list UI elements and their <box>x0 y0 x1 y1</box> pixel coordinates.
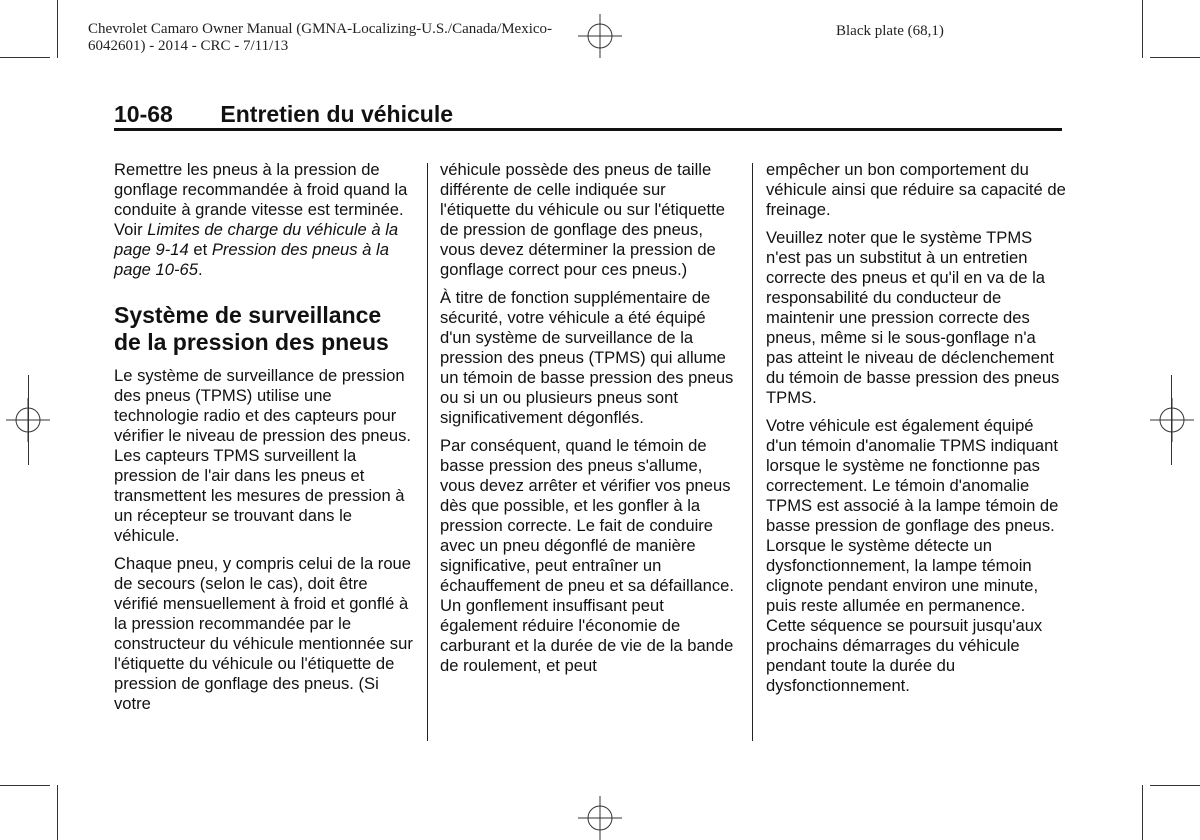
crop-mark <box>28 375 29 465</box>
paragraph-braking: empêcher un bon comportement du véhicule ainsi que réduire sa capacité de freinage. <box>766 160 1066 219</box>
column-3 <box>766 160 1066 704</box>
section-heading: Système de surveillance de la pression des pneus <box>114 302 389 355</box>
crop-mark <box>1150 57 1200 58</box>
print-meta-line1: Chevrolet Camaro Owner Manual (GMNA-Localizing-U.S./Canada/Mexico- <box>88 21 553 37</box>
column-1 <box>114 160 414 722</box>
registration-mark-icon <box>578 14 622 58</box>
link-tire-pressure[interactable]: Pression des pneus à la page 10-65 <box>114 240 389 279</box>
paragraph-text: Remettre les pneus à la pression de gonflage recommandée à froid quand la conduite à grande vitesse est terminée. Voir <box>114 160 408 239</box>
page-heading <box>114 100 1062 128</box>
registration-mark-icon <box>1150 398 1194 442</box>
crop-mark <box>1142 785 1143 840</box>
link-load-limits[interactable]: Limites de charge du véhicule à la page 9-14 <box>114 220 399 259</box>
crop-mark <box>0 785 50 786</box>
paragraph-text: et <box>188 240 212 259</box>
column-divider <box>752 163 753 741</box>
paragraph-monthly-check: Chaque pneu, y compris celui de la roue de secours (selon le cas), doit être vérifié mensuellement à froid et gonflé à la pression recommandée par le constructeur du véhicule mentionnée sur l'étiquette du véhicule ou l'étiquette de pression de gonflage des pneus. (Si votre <box>114 554 413 713</box>
column-2 <box>440 160 740 684</box>
crop-mark <box>57 785 58 840</box>
plate-label: Black plate (68,1) <box>836 23 944 39</box>
paragraph-not-substitute: Veuillez noter que le système TPMS n'est pas un substitut à un entretien correcte des pneus et qu'il en va de la responsabilité du conducteur de maintenir une pression correcte des pneus, même si le sous-gonflage n'a pas atteint le niveau de déclenchement du témoin de basse pression des pneus TPMS. <box>766 228 1060 407</box>
page-number: 10-68 <box>114 101 173 127</box>
paragraph-tire-speed <box>114 160 414 280</box>
paragraph-underinflation: Un gonflement insuffisant peut également réduire l'économie de carburant et la durée de vie de la bande de roulement, et peut <box>440 596 734 675</box>
paragraph-tire-size: véhicule possède des pneus de taille différente de celle indiquée sur l'étiquette du véhicule ou sur l'étiquette de pression de gonflage des pneus, vous devez déterminer la pression de gonflage correct pour ces pneus.) <box>440 160 725 279</box>
paragraph-text: . <box>197 260 203 279</box>
page-title: Entretien du véhicule <box>220 101 453 127</box>
crop-mark <box>1171 375 1172 465</box>
registration-mark-icon <box>578 796 622 840</box>
paragraph-malfunction: Votre véhicule est également équipé d'un témoin d'anomalie TPMS indiquant lorsque le système ne fonctionne pas correctement. Le témoin d'anomalie TPMS est associé à la lampe témoin de basse pression de gonflage des pneus. Lorsque le système détecte un dysfonctionnement, la lampe témoin clignote pendant environ une minute, puis reste allumée en permanence. Cette séquence se poursuit jusqu'aux prochains démarrages du véhicule pendant toute la durée du dysfonctionnement. <box>766 416 1059 695</box>
column-divider <box>427 163 428 741</box>
crop-mark <box>1150 785 1200 786</box>
crop-mark <box>1142 0 1143 58</box>
crop-mark <box>0 57 50 58</box>
print-meta-line2: 6042601) - 2014 - CRC - 7/11/13 <box>88 38 289 54</box>
heading-rule <box>114 128 1062 131</box>
paragraph-safety-feature: À titre de fonction supplémentaire de sécurité, votre véhicule a été équipé d'un système de surveillance de la pression des pneus (TPMS) qui allume un témoin de basse pression des pneus ou si un ou plusieurs pneus sont significativement dégonflés. <box>440 288 734 427</box>
crop-mark <box>57 0 58 58</box>
print-meta <box>88 21 552 55</box>
paragraph-tpms-intro: Le système de surveillance de pression des pneus (TPMS) utilise une technologie radio et des capteurs pour vérifier le niveau de pression des pneus. Les capteurs TPMS surveillent la pression de l'air dans les pneus et transmettent les mesures de pression à un récepteur se trouvant dans le véhicule. <box>114 366 412 545</box>
paragraph-warning-lamp: Par conséquent, quand le témoin de basse pression des pneus s'allume, vous devez arrêter et vérifier vos pneus dès que possible, et les gonfler à la pression correcte. Le fait de conduire avec un pneu dégonflé de manière significative, peut entraîner un échauffement de pneu et sa défaillance. <box>440 436 734 595</box>
